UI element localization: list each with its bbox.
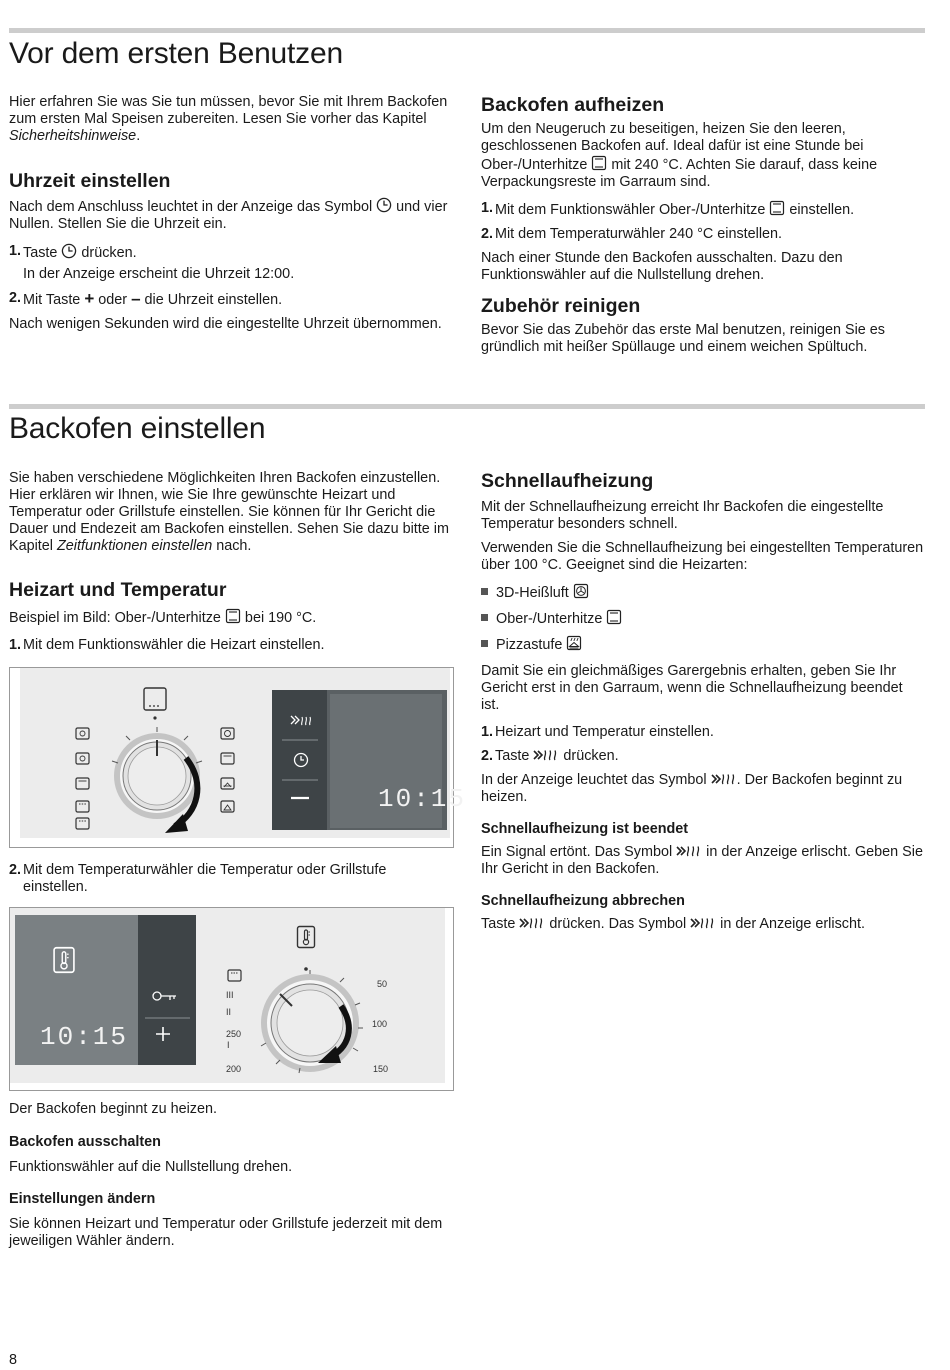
function-selector-illustration xyxy=(10,668,467,847)
schnell-step-1: 1. Heizart und Temperatur einstellen. xyxy=(481,724,714,740)
clock-icon xyxy=(376,197,392,213)
top-bottom-heat-icon xyxy=(591,155,607,171)
section-divider xyxy=(9,28,925,33)
page-number: 8 xyxy=(9,1352,18,1368)
heading-schnellaufheizung: Schnellaufheizung xyxy=(481,470,654,492)
dial-label: II xyxy=(226,1007,232,1017)
dial-label: I xyxy=(227,1040,230,1050)
schnell-text-2: Verwenden Sie die Schnellaufheizung bei eingestellten Temperaturen über 100 °C. Geeignet sind die Heizarten: xyxy=(481,540,924,573)
aufheizen-text: Um den Neugeruch zu beseitigen, heizen Sie den leeren, geschlossenen Backofen auf. Ideal dafür ist eine Stunde bei Ober-/Unterhitze mit 240 °C. Achten Sie darauf, dass keine Verpackungsreste im Garraum sind. xyxy=(481,121,878,190)
schnell-beendet-text: Ein Signal ertönt. Das Symbol in der Anzeige erlischt. Geben Sie Ihr Gericht in den Backofen. xyxy=(481,844,923,877)
aendern-text: Sie können Heizart und Temperatur oder Grillstufe jederzeit mit dem jeweiligen Wähler ändern. xyxy=(9,1216,443,1249)
heading-zubehoer: Zubehör reinigen xyxy=(481,295,641,317)
top-bottom-heat-icon xyxy=(769,200,785,216)
intro-text: Hier erfahren Sie was Sie tun müssen, bevor Sie mit Ihrem Backofen zum ersten Mal Speisen zubereiten. Lesen Sie vorher das Kapitel Sicherheitshinweise. xyxy=(9,94,448,144)
right-column-section2 xyxy=(481,469,924,940)
section-divider xyxy=(9,404,925,409)
rapid-heat-icon xyxy=(711,772,737,786)
section-title: Vor dem ersten Benutzen xyxy=(9,37,343,70)
section-title: Backofen einstellen xyxy=(9,412,266,445)
temperature-selector-illustration xyxy=(10,908,453,1090)
heizart-example: Beispiel im Bild: Ober-/Unterhitze bei 190 °C. xyxy=(9,610,317,626)
schnell-text-1: Mit der Schnellaufheizung erreicht Ihr Backofen die eingestellte Temperatur besonders schnell. xyxy=(481,499,884,532)
heading-uhrzeit: Uhrzeit einstellen xyxy=(9,170,171,192)
list-item: Ober-/Unterhitze xyxy=(481,609,924,628)
3d-hot-air-icon xyxy=(573,583,589,599)
heading-heizart: Heizart und Temperatur xyxy=(9,579,227,601)
dial-label: 150 xyxy=(373,1064,389,1074)
uhrzeit-text: Nach dem Anschluss leuchtet in der Anzeige das Symbol und vier Nullen. Stellen Sie die Uhrzeit ein. xyxy=(9,199,448,232)
clock-display: 10:15 xyxy=(40,1022,129,1052)
pizza-icon xyxy=(566,635,582,651)
heading-aufheizen: Backofen aufheizen xyxy=(481,94,665,116)
schnell-text-4: In der Anzeige leuchtet das Symbol . Der Backofen beginnt zu heizen. xyxy=(481,772,903,805)
temperature-selector-figure xyxy=(9,907,454,1091)
zubehoer-text: Bevor Sie das Zubehör das erste Mal benutzen, reinigen Sie es gründlich mit heißer Spüllauge und einem weichen Spültuch. xyxy=(481,322,885,355)
heading-schnell-beendet: Schnellaufheizung ist beendet xyxy=(481,821,689,837)
schnell-abbrechen-text: Taste drücken. Das Symbol in der Anzeige erlischt. xyxy=(481,916,865,932)
list-item: 3D-Heißluft xyxy=(481,583,924,602)
dial-label: 200 xyxy=(226,1064,242,1074)
schnell-step-2: 2. Taste drücken. xyxy=(481,748,619,764)
uhrzeit-final-text: Nach wenigen Sekunden wird die eingestellte Uhrzeit übernommen. xyxy=(9,316,442,332)
dial-label: 100 xyxy=(372,1019,388,1029)
left-column-section2-bottom xyxy=(9,1101,454,1257)
heizart-step-1: 1. Mit dem Funktionswähler die Heizart einstellen. xyxy=(9,637,325,653)
function-selector-figure xyxy=(9,667,467,848)
aufheizen-step-2: 2. Mit dem Temperaturwähler 240 °C einstellen. xyxy=(481,226,783,242)
rapid-heat-icon xyxy=(690,916,716,930)
plus-icon: + xyxy=(84,289,95,308)
step-1-result: In der Anzeige erscheint die Uhrzeit 12:00. xyxy=(23,266,295,282)
left-column-section1 xyxy=(9,94,454,340)
rapid-heat-icon xyxy=(519,916,545,930)
rapid-heat-icon xyxy=(676,844,702,858)
intro-text: Sie haben verschiedene Möglichkeiten Ihren Backofen einzustellen. Hier erklären wir Ihnen, wie Sie Ihre gewünschte Heizart und Temperatur oder Grillstufe einstellen. Sie können für Ihr Gericht die Dauer und Endezeit am Backofen einstellen. Sehen Sie dazu bitte im Kapitel Zeitfunktionen einstellen nach. xyxy=(9,470,449,554)
aufheizen-step-1: 1. Mit dem Funktionswähler Ober-/Unterhitze einstellen. xyxy=(481,200,855,218)
clock-icon xyxy=(61,243,77,259)
dial-label: 50 xyxy=(377,979,388,989)
right-column-section1 xyxy=(481,93,924,363)
heating-begins-text: Der Backofen beginnt zu heizen. xyxy=(9,1101,217,1117)
step-1: 1. Taste drücken. xyxy=(9,243,137,261)
dial-label: 250 xyxy=(226,1029,242,1039)
left-column-section2 xyxy=(9,470,454,661)
rapid-heat-icon xyxy=(533,748,559,762)
schnell-text-3: Damit Sie ein gleichmäßiges Garergebnis erhalten, geben Sie Ihr Gericht erst in den Garraum, wenn die Schnellaufheizung beendet ist. xyxy=(481,663,903,713)
heading-schnell-abbrechen: Schnellaufheizung abbrechen xyxy=(481,893,685,909)
aufheizen-final-text: Nach einer Stunde den Backofen ausschalten. Dazu den Funktionswähler auf die Nullstellung drehen. xyxy=(481,250,843,283)
heading-aendern: Einstellungen ändern xyxy=(9,1191,156,1207)
heading-ausschalten: Backofen ausschalten xyxy=(9,1134,161,1150)
clock-display: 10:15 xyxy=(378,784,467,814)
ausschalten-text: Funktionswähler auf die Nullstellung drehen. xyxy=(9,1159,293,1175)
top-bottom-heat-icon xyxy=(606,609,622,625)
heizart-step-2: 2. Mit dem Temperaturwähler die Temperatur oder Grillstufe einstellen. xyxy=(9,862,387,895)
list-item: Pizzastufe xyxy=(481,635,924,654)
step-2: 2. Mit Taste + oder – die Uhrzeit einstellen. xyxy=(9,289,283,308)
top-bottom-heat-icon xyxy=(225,608,241,624)
minus-icon: – xyxy=(131,289,141,308)
dial-label: III xyxy=(226,990,234,1000)
heizart-step-2-block xyxy=(9,862,454,903)
